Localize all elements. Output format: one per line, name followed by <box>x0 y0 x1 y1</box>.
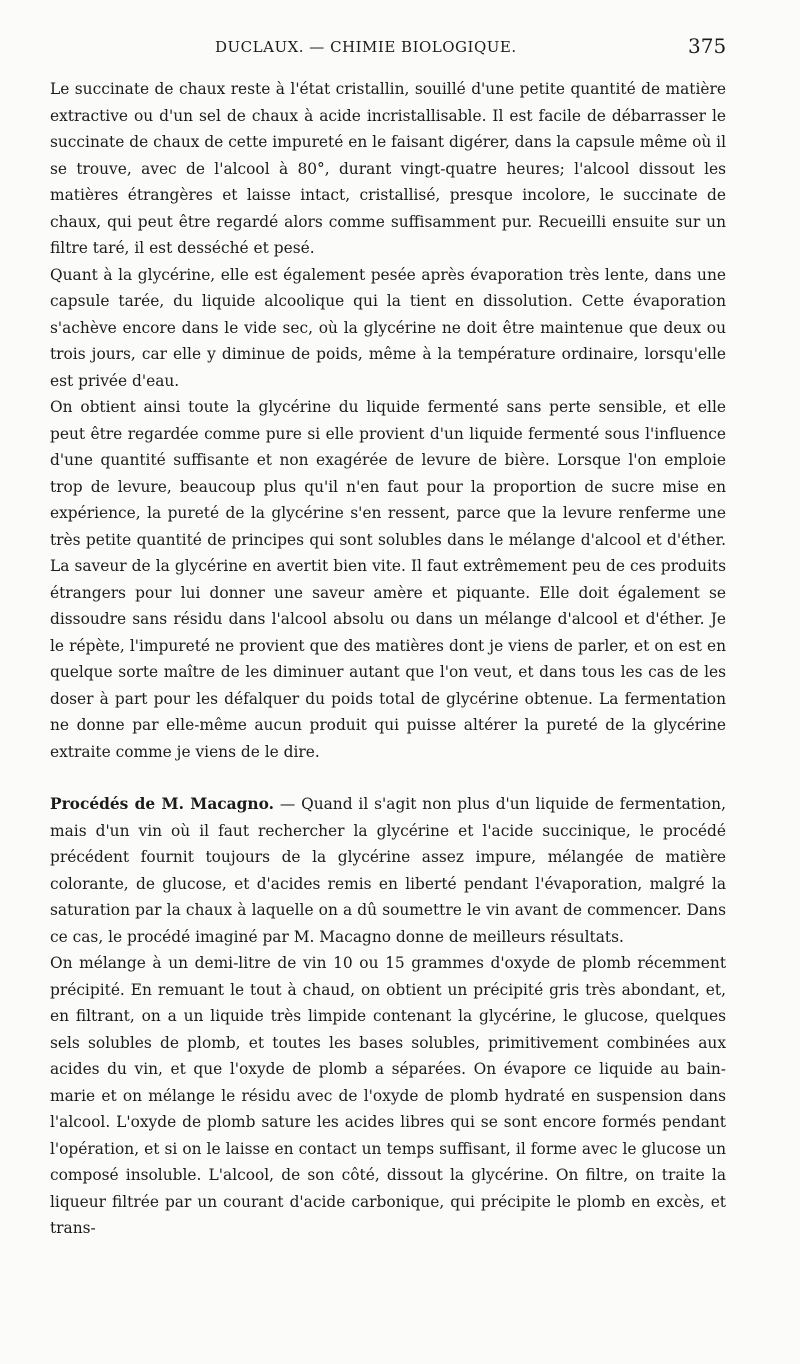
page-body <box>50 76 726 1242</box>
page-number: 375 <box>688 34 727 58</box>
paragraph-glycerine-purity: On obtient ainsi toute la glycérine du liquide fermenté sans perte sensible, et elle peut être regardée comme pure si elle provient d'un liquide fermenté sous l'influence d'une quantité suffisante et non exagérée de levure de bière. Lorsque l'on emploie trop de levure, beaucoup plus qu'il n'en faut pour la proportion de sucre mise en expérience, la pureté de la glycérine s'en ressent, parce que la levure renferme une très petite quantité de principes qui sont solubles dans le mélange d'alcool et d'éther. La saveur de la glycérine en avertit bien vite. Il faut extrêmement peu de ces produits étrangers pour lui donner une saveur amère et piquante. Elle doit également se dissoudre sans résidu dans l'alcool absolu ou dans un mélange d'alcool et d'éther. Je le répète, l'impureté ne provient que des matières dont je viens de parler, et on est en quelque sorte maître de les diminuer autant que l'on veut, et dans tous les cas de les doser à part pour les défalquer du poids total de glycérine obtenue. La fermentation ne donne par elle-même aucun produit qui puisse altérer la pureté de la glycérine extraite comme je viens de le dire. <box>50 398 726 761</box>
section-intro-paragraph <box>50 791 726 950</box>
running-title: DUCLAUX. — CHIMIE BIOLOGIQUE. <box>215 38 517 56</box>
section-macagno <box>50 791 726 1242</box>
paragraph-glycerine-weighing: Quant à la glycérine, elle est également pesée après évaporation très lente, dans une capsule tarée, du liquide alcoolique qui la tient en dissolution. Cette évaporation s'achève encore dans le vide sec, où la glycérine ne doit être maintenue que deux ou trois jours, car elle y diminue de poids, même à la température ordinaire, lorsqu'elle est privée d'eau. <box>50 265 726 390</box>
page-header <box>0 30 800 66</box>
section-heading: Procédés de M. Macagno. <box>50 795 274 813</box>
section-intro-text: — Quand il s'agit non plus d'un liquide de fermentation, mais d'un vin où il faut rechercher la glycérine et l'acide succinique, le procédé précédent fournit toujours de la glycérine assez impure, mélangée de matière colorante, de glucose, et d'acides remis en liberté pendant l'évaporation, malgré la saturation par la chaux à laquelle on a dû soumettre le vin avant de commencer. Dans ce cas, le procédé imaginé par M. Macagno donne de meilleurs résultats. <box>50 795 726 946</box>
paragraph-succinate: Le succinate de chaux reste à l'état cristallin, souillé d'une petite quantité de matière extractive ou d'un sel de chaux à acide incristallisable. Il est facile de débarrasser le succinate de chaux de cette impureté en le faisant digérer, dans la capsule même où il se trouve, avec de l'alcool à 80°, durant vingt-quatre heures; l'alcool dissout les matières étrangères et laisse intact, cristallisé, presque incolore, le succinate de chaux, qui peut être regardé alors comme suffisamment pur. Recueilli ensuite sur un filtre taré, il est desséché et pesé. <box>50 80 726 257</box>
paragraph-lead-oxide: On mélange à un demi-litre de vin 10 ou 15 grammes d'oxyde de plomb récemment précipité. En remuant le tout à chaud, on obtient un précipité gris très abondant, et, en filtrant, on a un liquide très limpide contenant la glycérine, le glucose, quelques sels solubles de plomb, et toutes les bases solubles, primitivement combinées aux acides du vin, et que l'oxyde de plomb a séparées. On évapore ce liquide au bain-marie et on mélange le résidu avec de l'oxyde de plomb hydraté en suspension dans l'alcool. L'oxyde de plomb sature les acides libres qui se sont encore formés pendant l'opération, et si on le laisse en contact un temps suffisant, il forme avec le glucose un composé insoluble. L'alcool, de son côté, dissout la glycérine. On filtre, on traite la liqueur filtrée par un courant d'acide carbonique, qui précipite le plomb en excès, et trans- <box>50 954 726 1237</box>
